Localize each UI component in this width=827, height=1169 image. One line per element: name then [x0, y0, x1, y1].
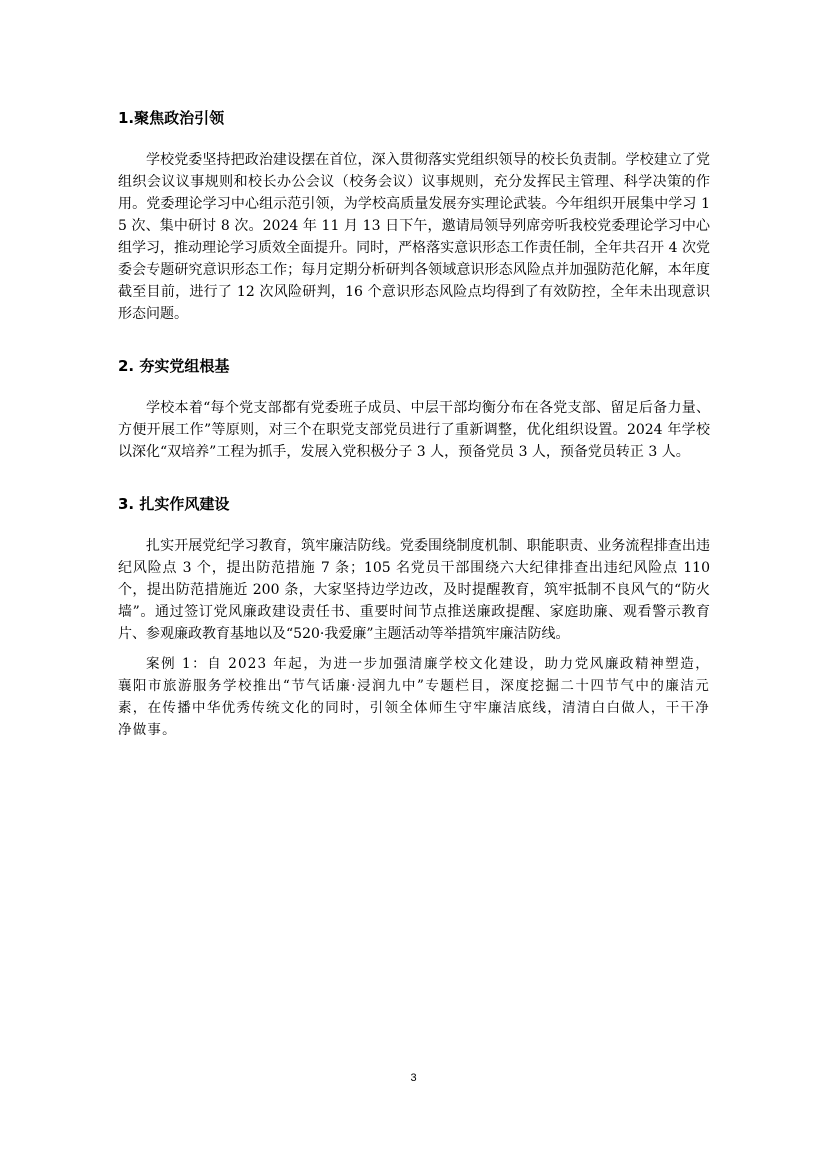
section-heading: 3. 扎实作风建设 [118, 495, 230, 513]
section-paragraph: 扎实开展党纪学习教育，筑牢廉洁防线。党委围绕制度机制、职能职责、业务流程排查出违纪风险点 3 个，提出防范措施 7 条；105 名党员干部围绕六大纪律排查出违纪风险点 110 个，提出防范措施近 200 条，大家坚持边学边改，及时提醒教育，筑牢抵制不良风气的“防火墙”。通过签订党风廉政建设责任书、重要时间节点推送廉政提醒、家庭助廉、观看警示教育片、参观廉政教育基地以及“520·我爱廉”主题活动等举措筑牢廉洁防线。 [118, 538, 710, 642]
section-work-style [118, 492, 710, 741]
case-example: 案例 1：自 2023 年起，为进一步加强清廉学校文化建设，助力党风廉政精神塑造，襄阳市旅游服务学校推出“节气话廉·浸润九中”专题栏目，深度挖掘二十四节气中的廉洁元素，在传播中华优秀传统文化的同时，引领全体师生守牢廉洁底线，清清白白做人，干干净净做事。 [118, 656, 710, 738]
section-heading: 2. 夯实党组根基 [118, 357, 230, 375]
section-heading: 1.聚焦政治引领 [118, 109, 225, 127]
section-paragraph: 学校党委坚持把政治建设摆在首位，深入贯彻落实党组织领导的校长负责制。学校建立了党组织会议议事规则和校长办公会议（校务会议）议事规则，充分发挥民主管理、科学决策的作用。党委理论学习中心组示范引领，为学校高质量发展夯实理论武装。今年组织开展集中学习 15 次、集中研讨 8 次。2024 年 11 月 13 日下午，邀请局领导列席旁听我校党委理论学习中心组学习，推动理论学习质效全面提升。同时，严格落实意识形态工作责任制，全年共召开 4 次党委会专题研究意识形态工作；每月定期分析研判各领域意识形态风险点并加强防范化解，本年度截至目前，进行了 12 次风险研判，16 个意识形态风险点均得到了有效防控，全年未出现意识形态问题。 [118, 152, 710, 322]
section-party-foundation [118, 354, 710, 463]
section-political-leadership [118, 106, 710, 325]
section-paragraph: 学校本着“每个党支部都有党委班子成员、中层干部均衡分布在各党支部、留足后备力量、方便开展工作”等原则，对三个在职党支部党员进行了重新调整，优化组织设置。2024 年学校以深化“双培养”工程为抓手，发展入党积极分子 3 人，预备党员 3 人，预备党员转正 3 人。 [118, 400, 710, 460]
page-content [118, 106, 710, 770]
page-number: 3 [410, 1072, 417, 1084]
